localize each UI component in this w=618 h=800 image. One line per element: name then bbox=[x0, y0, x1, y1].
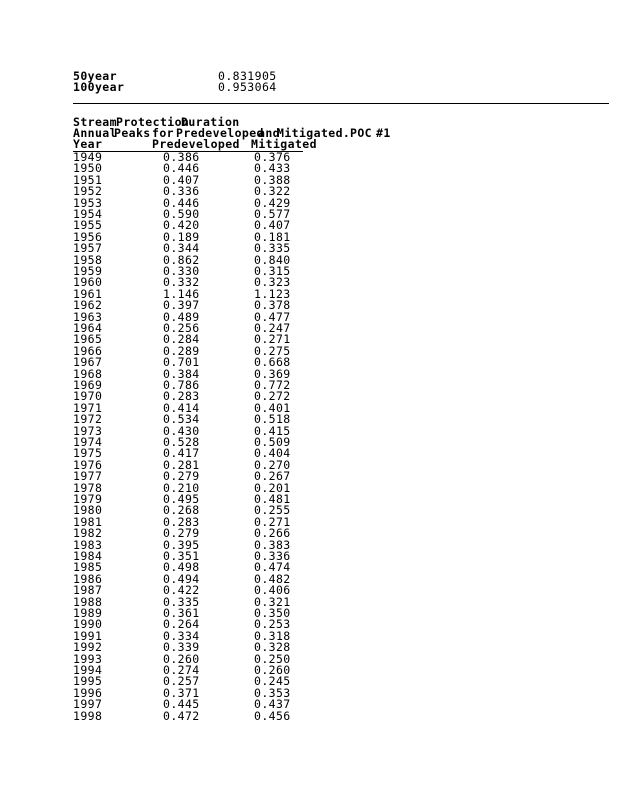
mitigated-cell: 0.335 bbox=[254, 241, 291, 256]
predeveloped-cell: 0.786 bbox=[163, 378, 200, 392]
year-cell: 1965 bbox=[73, 332, 103, 347]
predeveloped-cell: 0.361 bbox=[163, 606, 200, 620]
header-and: and bbox=[258, 126, 280, 140]
mitigated-cell: 0.271 bbox=[254, 332, 291, 347]
mitigated-cell: 0.323 bbox=[254, 275, 291, 290]
predeveloped-cell: 0.210 bbox=[163, 480, 200, 495]
predeveloped-cell: 0.351 bbox=[163, 549, 200, 563]
year-cell: 1960 bbox=[73, 275, 103, 290]
predeveloped-cell: 0.260 bbox=[163, 651, 200, 666]
year-cell: 1977 bbox=[73, 469, 103, 484]
predeveloped-cell: 0.445 bbox=[163, 697, 200, 712]
year-cell: 1970 bbox=[73, 389, 103, 404]
horizontal-divider bbox=[73, 103, 609, 104]
predeveloped-cell: 0.397 bbox=[163, 298, 200, 313]
predeveloped-cell: 0.446 bbox=[163, 195, 200, 210]
predeveloped-cell: 0.335 bbox=[163, 594, 200, 609]
mitigated-cell: 0.376 bbox=[254, 150, 291, 164]
year-cell: 1956 bbox=[73, 229, 103, 244]
predeveloped-cell: 0.862 bbox=[163, 252, 200, 267]
year-cell: 1990 bbox=[73, 617, 103, 632]
year-cell: 1976 bbox=[73, 457, 103, 472]
mitigated-cell: 0.318 bbox=[254, 628, 291, 643]
mitigated-cell: 0.433 bbox=[254, 161, 291, 176]
mitigated-cell: 0.482 bbox=[254, 571, 291, 586]
mitigated-cell: 0.840 bbox=[254, 252, 291, 267]
year-cell: 1983 bbox=[73, 537, 103, 552]
mitigated-cell: 0.481 bbox=[254, 492, 291, 506]
mitigated-cell: 0.271 bbox=[254, 514, 291, 529]
header-duration: Duration bbox=[181, 115, 240, 129]
header-year: Year bbox=[73, 137, 103, 151]
mitigated-cell: 0.322 bbox=[254, 184, 291, 199]
year-cell: 1984 bbox=[73, 549, 103, 563]
header-stream: Stream bbox=[73, 115, 117, 129]
mitigated-cell: 0.404 bbox=[254, 446, 291, 461]
header-mitigated: Mitigated. bbox=[277, 126, 351, 140]
year-cell: 1997 bbox=[73, 697, 103, 712]
mitigated-cell: 0.509 bbox=[254, 435, 291, 449]
mitigated-cell: 0.383 bbox=[254, 537, 291, 552]
header-for: for bbox=[152, 126, 174, 140]
mitigated-cell: 0.321 bbox=[254, 594, 291, 609]
header-annual: Annual bbox=[73, 126, 117, 140]
year-cell: 1973 bbox=[73, 423, 103, 438]
table-row bbox=[0, 708, 618, 723]
predeveloped-cell: 0.284 bbox=[163, 332, 200, 347]
mitigated-cell: 0.429 bbox=[254, 195, 291, 210]
predeveloped-cell: 1.146 bbox=[163, 286, 200, 301]
predeveloped-cell: 0.701 bbox=[163, 355, 200, 370]
predeveloped-cell: 0.498 bbox=[163, 560, 200, 575]
mitigated-cell: 1.123 bbox=[254, 286, 291, 301]
year-cell: 1951 bbox=[73, 172, 103, 187]
year-cell: 1962 bbox=[73, 298, 103, 313]
header-col-mitigated: Mitigated bbox=[251, 137, 317, 151]
year-cell: 1992 bbox=[73, 640, 103, 655]
mitigated-cell: 0.406 bbox=[254, 583, 291, 598]
mitigated-cell: 0.350 bbox=[254, 606, 291, 620]
header-predeveloped: Predeveloped bbox=[176, 126, 264, 140]
year-cell: 1959 bbox=[73, 264, 103, 278]
predeveloped-cell: 0.489 bbox=[163, 309, 200, 324]
predeveloped-cell: 0.189 bbox=[163, 229, 200, 244]
mitigated-cell: 0.369 bbox=[254, 366, 291, 381]
year-cell: 1954 bbox=[73, 207, 103, 221]
year-cell: 1961 bbox=[73, 286, 103, 301]
year-cell: 1989 bbox=[73, 606, 103, 620]
mitigated-cell: 0.260 bbox=[254, 663, 291, 677]
return-period-label-50: 50year bbox=[73, 69, 117, 83]
mitigated-cell: 0.437 bbox=[254, 697, 291, 712]
year-cell: 1966 bbox=[73, 343, 103, 358]
year-cell: 1993 bbox=[73, 651, 103, 666]
predeveloped-cell: 0.334 bbox=[163, 628, 200, 643]
year-cell: 1949 bbox=[73, 150, 103, 164]
predeveloped-cell: 0.330 bbox=[163, 264, 200, 278]
year-cell: 1980 bbox=[73, 503, 103, 518]
predeveloped-cell: 0.446 bbox=[163, 161, 200, 176]
predeveloped-cell: 0.590 bbox=[163, 207, 200, 221]
year-cell: 1986 bbox=[73, 571, 103, 586]
mitigated-cell: 0.247 bbox=[254, 321, 291, 335]
predeveloped-cell: 0.268 bbox=[163, 503, 200, 518]
year-cell: 1974 bbox=[73, 435, 103, 449]
mitigated-cell: 0.201 bbox=[254, 480, 291, 495]
predeveloped-cell: 0.257 bbox=[163, 674, 200, 689]
predeveloped-cell: 0.420 bbox=[163, 218, 200, 233]
predeveloped-cell: 0.494 bbox=[163, 571, 200, 586]
mitigated-cell: 0.378 bbox=[254, 298, 291, 313]
year-cell: 1953 bbox=[73, 195, 103, 210]
mitigated-cell: 0.407 bbox=[254, 218, 291, 233]
predeveloped-cell: 0.472 bbox=[163, 708, 200, 723]
predeveloped-cell: 0.336 bbox=[163, 184, 200, 199]
predeveloped-cell: 0.283 bbox=[163, 389, 200, 404]
year-cell: 1998 bbox=[73, 708, 103, 723]
return-period-value-100: 0.953064 bbox=[218, 80, 277, 94]
predeveloped-cell: 0.283 bbox=[163, 514, 200, 529]
year-cell: 1995 bbox=[73, 674, 103, 689]
mitigated-cell: 0.328 bbox=[254, 640, 291, 655]
year-cell: 1975 bbox=[73, 446, 103, 461]
predeveloped-cell: 0.344 bbox=[163, 241, 200, 256]
year-cell: 1969 bbox=[73, 378, 103, 392]
year-cell: 1987 bbox=[73, 583, 103, 598]
predeveloped-cell: 0.274 bbox=[163, 663, 200, 677]
year-cell: 1968 bbox=[73, 366, 103, 381]
mitigated-cell: 0.181 bbox=[254, 229, 291, 244]
mitigated-cell: 0.267 bbox=[254, 469, 291, 484]
mitigated-cell: 0.315 bbox=[254, 264, 291, 278]
mitigated-cell: 0.456 bbox=[254, 708, 291, 723]
mitigated-cell: 0.388 bbox=[254, 172, 291, 187]
year-cell: 1972 bbox=[73, 412, 103, 427]
predeveloped-cell: 0.339 bbox=[163, 640, 200, 655]
mitigated-cell: 0.772 bbox=[254, 378, 291, 392]
year-cell: 1952 bbox=[73, 184, 103, 199]
year-cell: 1979 bbox=[73, 492, 103, 506]
year-cell: 1991 bbox=[73, 628, 103, 643]
mitigated-cell: 0.477 bbox=[254, 309, 291, 324]
mitigated-cell: 0.668 bbox=[254, 355, 291, 370]
mitigated-cell: 0.245 bbox=[254, 674, 291, 689]
predeveloped-cell: 0.332 bbox=[163, 275, 200, 290]
year-cell: 1982 bbox=[73, 526, 103, 541]
mitigated-cell: 0.353 bbox=[254, 685, 291, 700]
mitigated-cell: 0.255 bbox=[254, 503, 291, 518]
year-cell: 1988 bbox=[73, 594, 103, 609]
predeveloped-cell: 0.384 bbox=[163, 366, 200, 381]
predeveloped-cell: 0.386 bbox=[163, 150, 200, 164]
year-cell: 1955 bbox=[73, 218, 103, 233]
year-cell: 1964 bbox=[73, 321, 103, 335]
year-cell: 1957 bbox=[73, 241, 103, 256]
predeveloped-cell: 0.289 bbox=[163, 343, 200, 358]
predeveloped-cell: 0.422 bbox=[163, 583, 200, 598]
predeveloped-cell: 0.256 bbox=[163, 321, 200, 335]
predeveloped-cell: 0.264 bbox=[163, 617, 200, 632]
predeveloped-cell: 0.414 bbox=[163, 400, 200, 415]
year-cell: 1996 bbox=[73, 685, 103, 700]
year-cell: 1958 bbox=[73, 252, 103, 267]
year-cell: 1971 bbox=[73, 400, 103, 415]
mitigated-cell: 0.250 bbox=[254, 651, 291, 666]
header-poc-number: #1 bbox=[376, 126, 391, 140]
mitigated-cell: 0.270 bbox=[254, 457, 291, 472]
predeveloped-cell: 0.279 bbox=[163, 526, 200, 541]
year-cell: 1978 bbox=[73, 480, 103, 495]
header-poc: POC bbox=[350, 126, 372, 140]
return-period-value-50: 0.831905 bbox=[218, 69, 277, 83]
mitigated-cell: 0.253 bbox=[254, 617, 291, 632]
year-cell: 1981 bbox=[73, 514, 103, 529]
mitigated-cell: 0.401 bbox=[254, 400, 291, 415]
mitigated-cell: 0.518 bbox=[254, 412, 291, 427]
mitigated-cell: 0.272 bbox=[254, 389, 291, 404]
mitigated-cell: 0.266 bbox=[254, 526, 291, 541]
predeveloped-cell: 0.407 bbox=[163, 172, 200, 187]
predeveloped-cell: 0.495 bbox=[163, 492, 200, 506]
mitigated-cell: 0.577 bbox=[254, 207, 291, 221]
predeveloped-cell: 0.281 bbox=[163, 457, 200, 472]
predeveloped-cell: 0.279 bbox=[163, 469, 200, 484]
predeveloped-cell: 0.528 bbox=[163, 435, 200, 449]
return-period-label-100: 100year bbox=[73, 80, 125, 94]
year-cell: 1985 bbox=[73, 560, 103, 575]
mitigated-cell: 0.336 bbox=[254, 549, 291, 563]
header-peaks: Peaks bbox=[114, 126, 151, 140]
header-col-predeveloped: Predeveloped bbox=[152, 137, 240, 151]
predeveloped-cell: 0.371 bbox=[163, 685, 200, 700]
header-protection: Protection bbox=[116, 115, 190, 129]
year-cell: 1994 bbox=[73, 663, 103, 677]
predeveloped-cell: 0.395 bbox=[163, 537, 200, 552]
predeveloped-cell: 0.417 bbox=[163, 446, 200, 461]
predeveloped-cell: 0.534 bbox=[163, 412, 200, 427]
predeveloped-cell: 0.430 bbox=[163, 423, 200, 438]
mitigated-cell: 0.275 bbox=[254, 343, 291, 358]
year-cell: 1950 bbox=[73, 161, 103, 176]
mitigated-cell: 0.415 bbox=[254, 423, 291, 438]
mitigated-cell: 0.474 bbox=[254, 560, 291, 575]
year-cell: 1967 bbox=[73, 355, 103, 370]
year-cell: 1963 bbox=[73, 309, 103, 324]
